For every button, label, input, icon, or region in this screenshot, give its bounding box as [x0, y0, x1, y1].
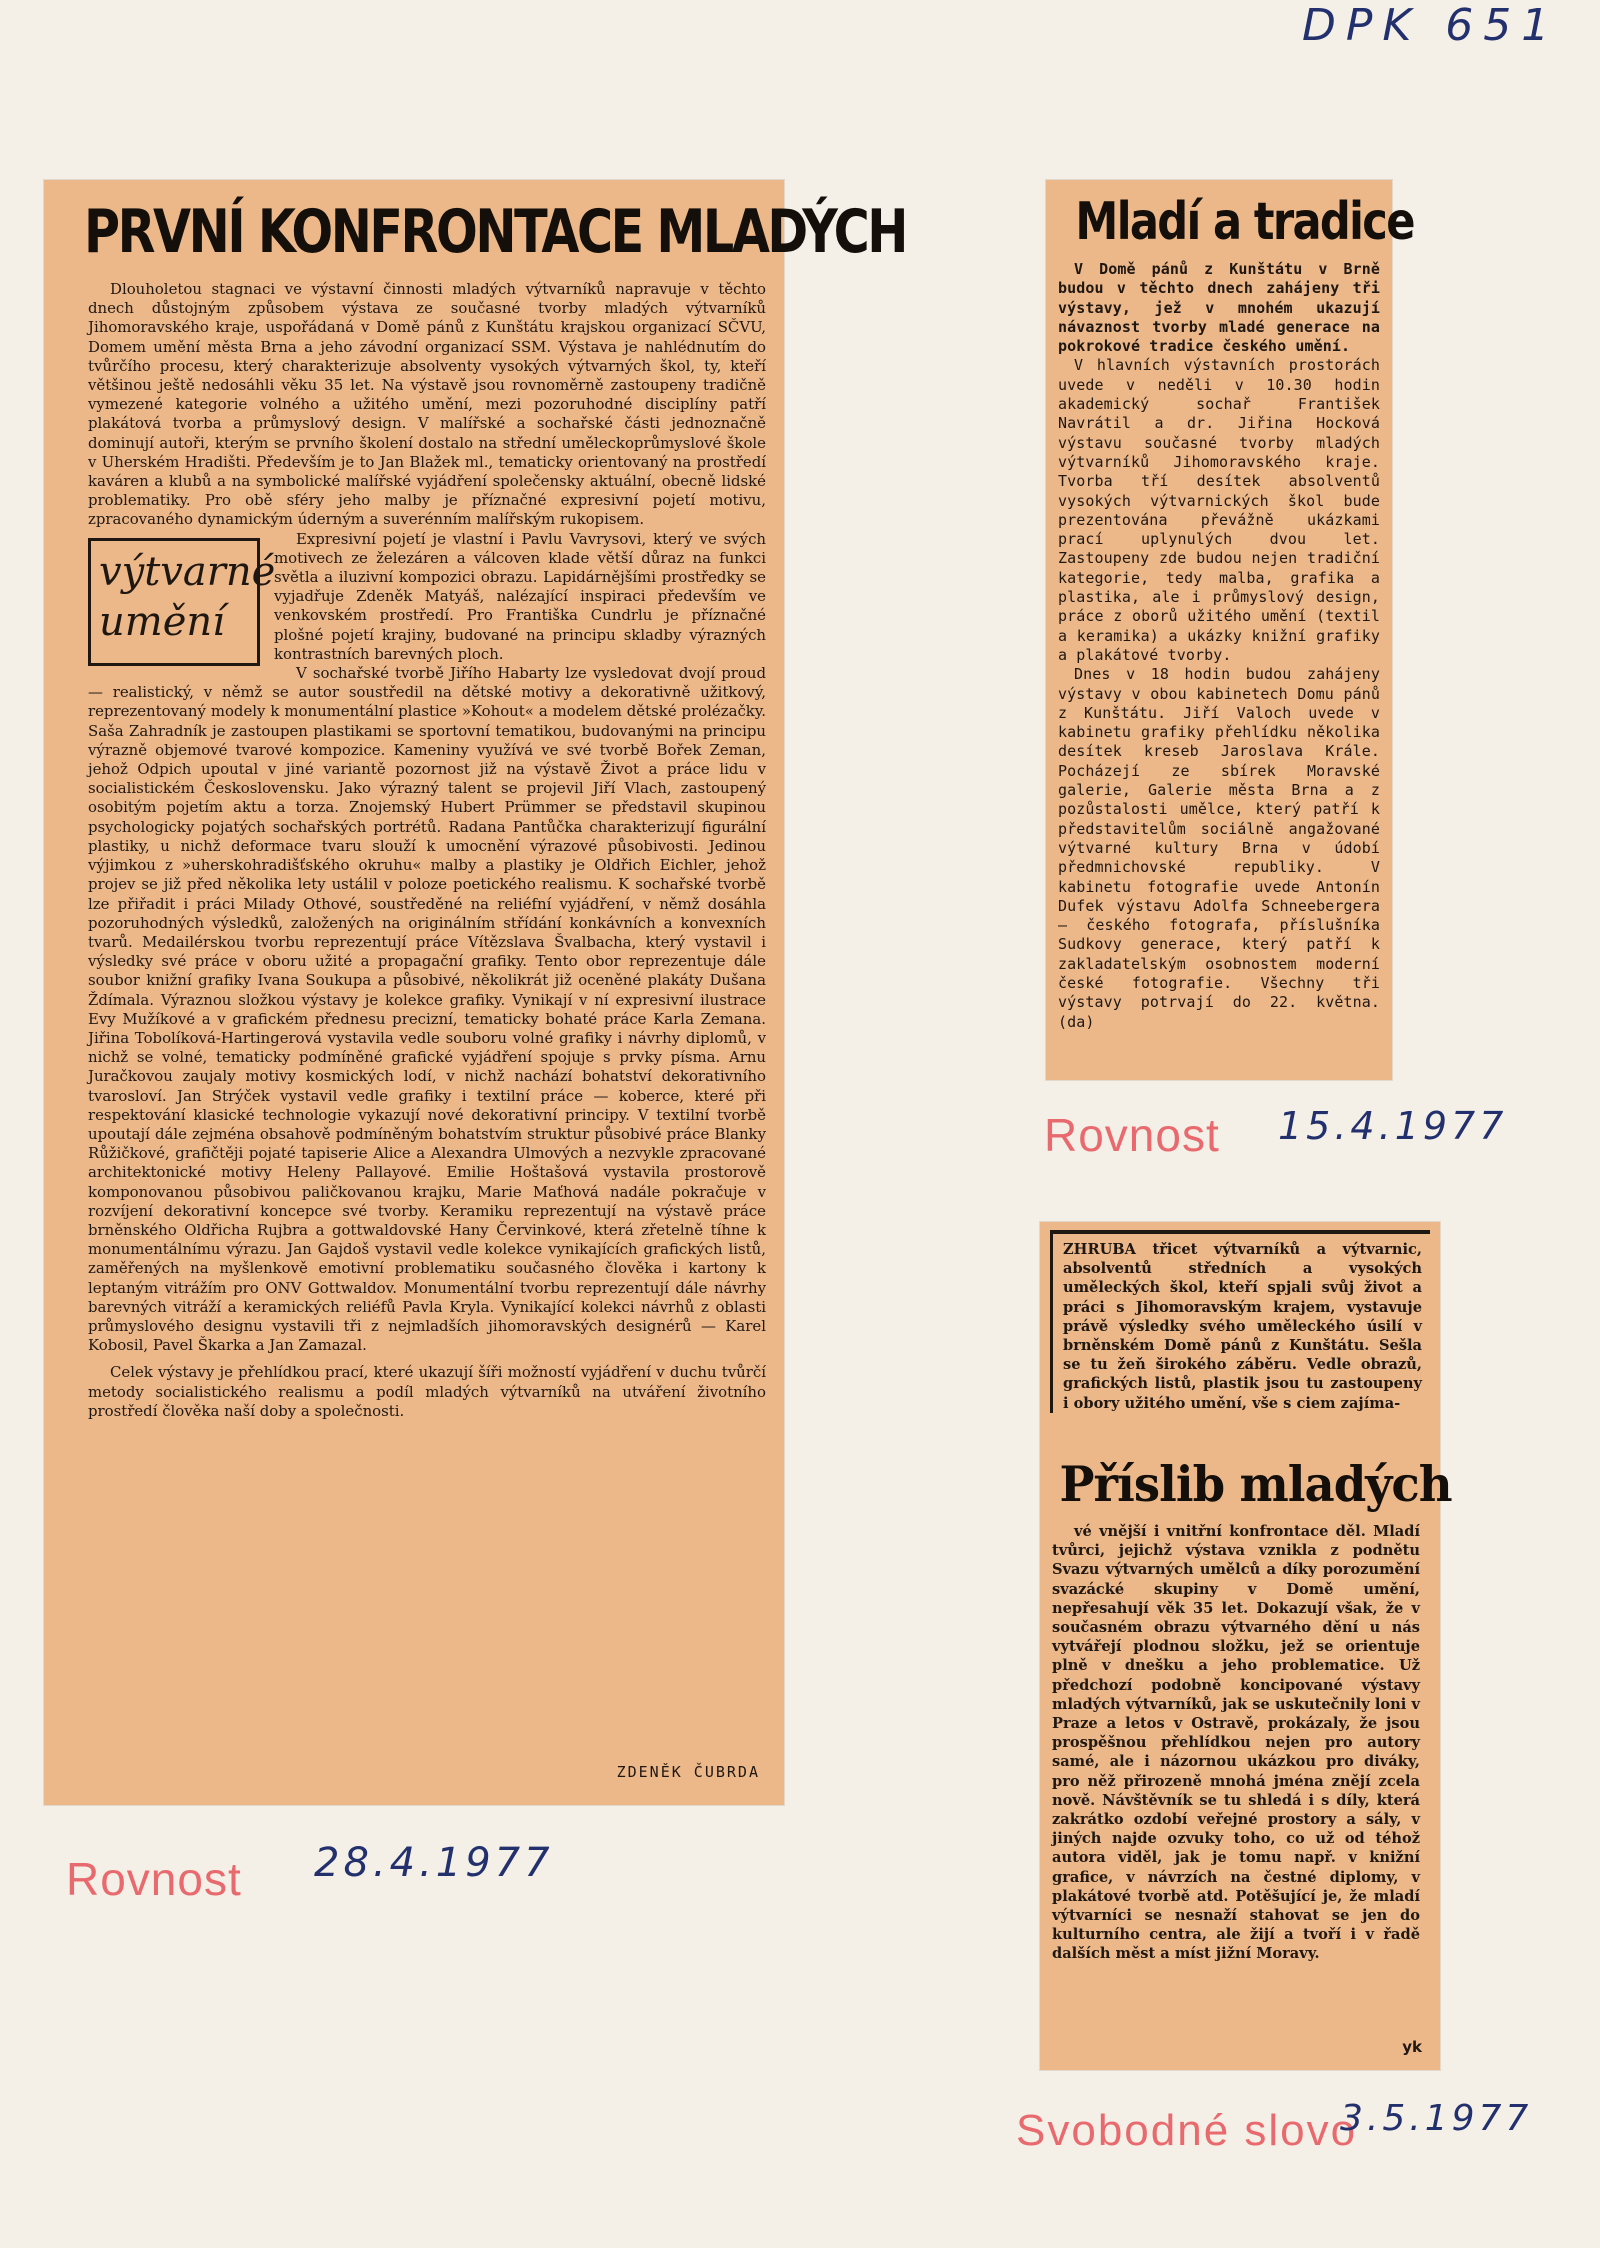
article-paragraph: vé vnější i vnitřní konfrontace děl. Mladí tvůrci, jejichž výstava vznikla z podnětu Svazu výtvarných umělců a díky porozumění svazácké skupiny v Domě umění, nepřesahují věk 35 let. Dokazují však, že v současném obrazu výtvarného dění u nás vytvářejí plodnou složku, jež se orientuje plně v dnešku a jeho problematice. Už předchozí podobně koncipované výstavy mladých výtvarníků, jak se uskutečnily loni v Praze a letos v Ostravě, prokázaly, že jsou prospěšnou přehlídkou nejen pro autory samé, ale i názornou ukázkou pro diváky, pro něž přirozeně mnohá jména znějí zcela nově. Návštěvník se tu shledá i s díly, která zakrátko ozdobí veřejné prostory a sály, v jiných najde ozvuky toho, co už od téhož autora viděl, jak je tomu např. v knižní grafice, v návrzích na čestné diplomy, v plakátové tvorbě atd. Potěšující je, že mladí výtvarníci se nesnaží stahovat se jen do kulturního centra, ale žijí a tvoří i v řadě dalších měst a míst jižní Moravy. [1052, 1523, 1420, 1963]
article-paragraph: V hlavních výstavních prostorách uvede v neděli v 10.30 hodin akademický sochař František Navrátil a dr. Jiřina Hocková výstavu současné tvorby mladých výtvarníků Jihomoravského kraje. Tvorba tří desítek absolventů vysokých výtvarnických škol bude prezentována převážně ukázkami prací uplynulých dvou let. Zastoupeny zde budou nejen tradiční kategorie, tedy malba, grafika a plastika, ale i průmyslový design, práce z oborů užitého umění (textil a keramika) a ukázky knižní grafiky a plakátové tvorby. [1058, 356, 1380, 664]
clipping-prvni-konfrontace [44, 180, 907, 1805]
source-stamp: Svobodné slovo [1016, 2106, 1358, 2155]
clipping-headline: PRVNÍ KONFRONTACE MLADÝCH [84, 197, 907, 267]
rubric-label: výtvarné umění [99, 548, 276, 645]
article-body [1052, 1522, 1420, 1964]
lead-paragraph: ZHRUBA třicet výtvarníků a výtvarnic, absolventů středních a vysokých uměleckých škol, kteří spjali svůj život a práci s Jihomoravským krajem, vystavuje právě výsledky svého uměleckého úsilí v brněnském Domě pánů z Kunštátu. Sešla se tu žeň širokého záběru. Vedle obrazů, grafických listů, plastik jsou tu zastoupeny i obory užitého umění, vše s ciem zajíma- [1063, 1241, 1422, 1412]
article-body [1058, 260, 1380, 1032]
handwritten-date: 15.4.1977 [1278, 1104, 1508, 1148]
clipping-prislib-mladych [1040, 1222, 1452, 2070]
article-signature: yk [1402, 2038, 1422, 2056]
archive-mark: DPK 651 [1302, 0, 1560, 51]
clipping-headline: Příslib mladých [1059, 1455, 1452, 1513]
handwritten-date: 3.5.1977 [1340, 2098, 1533, 2139]
handwritten-date: 28.4.1977 [314, 1840, 554, 1886]
article-paragraph: Celek výstavy je přehlídkou prací, které ukazují šíři možností vyjádření v duchu tvůrčí metody socialistického realismu a podíl mladých výtvarníků na utváření životního prostředí člověka naší doby a společnosti. [88, 1363, 766, 1420]
source-stamp: Rovnost [1044, 1109, 1220, 1161]
article-paragraph: Dlouholetou stagnaci ve výstavní činnosti mladých výtvarníků napravuje v těchto dnech důstojným způsobem výstava ze současné tvorby mladých výtvarníků Jihomoravského kraje, uspořádaná v Domě pánů z Kunštátu krajskou organizací SČVU, Domem umění města Brna a jeho závodní organizací SSM. Výstava je nahlédnutím do tvůrčího procesu, který charakterizuje absolventy vysokých výtvarných škol, ty, kteří většinou ještě nedosáhli věku 35 let. Na výstavě jsou rovnoměrně zastoupeny tradičně vymezené kategorie volného a užitého umění, mezi pozoruhodné disciplíny patří plakátová tvorba a průmyslový design. V malířské a sochařské části jednoznačně dominují autoři, kterým se prvního školení dostalo na střední uměleckoprůmyslové škole v Uherském Hradišti. Především je to Jan Blažek ml., tematicky orientovaný na prostředí kaváren a klubů a na symbolické malířské vyjádření společensky aktuální, obecně lidské problematiky. Pro obě sféry jeho malby je příznačné expresivní pojetí motivu, zpracovaného dynamickým úderným a suverénním malířským rukopisem. [88, 280, 766, 529]
source-stamp: Rovnost [66, 1853, 242, 1905]
article-author: ZDENĚK ČUBRDA [616, 1763, 760, 1781]
article-paragraph: Expresivní pojetí je vlastní i Pavlu Vavrysovi, který ve svých motivech ze železáren a válcoven klade větší důraz na funkci světla a iluzivní kompozici obrazu. Lapidárnějšími prostředky se vyjadřuje Zdeněk Matyáš, nalézající inspiraci především ve venkovském prostředí. Pro Františka Cundrlu je příznačné plošné pojetí krajiny, budované na principu skladby výrazných kontrastních barevných ploch. [274, 529, 766, 663]
article-paragraph: Dnes v 18 hodin budou zahájeny výstavy v obou kabinetech Domu pánů z Kunštátu. Jiří Valoch uvede v kabinetu grafiky přehlídku několika desítek kreseb Jaroslava Krále. Pocházejí ze sbírek Moravské galerie, Galerie města Brna a z pozůstalosti umělce, který patří k představitelům sociálně angažované výtvarné kultury Brna v údobí předmnichovské republiky. V kabinetu fotografie uvede Antonín Dufek výstavu Adolfa Schneebergera — českého fotografa, příslušníka Sudkovy generace, který patří k zakladatelským osobnostem moderní české fotografie. Všechny tři výstavy potrvají do 22. května. (da) [1058, 665, 1380, 1031]
article-paragraph: V sochařské tvorbě Jiřího Habarty lze vysledovat dvojí proud — realistický, v němž se autor soustředil na dětské motivy a dekorativně užitkový, reprezentovaný modely k monumentální plastice »Kohout« a modelem dětské prolézačky. Saša Zahradník je zastoupen plastikami se sportovní tematikou, budovanými na principu výrazně objemové tvarové kompozice. Kameniny využívá ve své tvorbě Bořek Zeman, jehož Odpich upoutal v jiné variantě pozornost již na výstavě Život a práce lidu v socialistickém Československu. Jako výrazný talent se projevil Jiří Vlach, zastoupený osobitým pojetím aktu a torza. Znojemský Hubert Prümmer se představil skupinou psychologicky pojatých sochařských portrétů. Radana Pantůčka charakterizují figurální plastiky, u nichž deformace tvaru slouží k umocnění výrazové působivosti. Jedinou výjimkou z »uherskohradišťského okruhu« malby a plastiky je Oldřich Eichler, jehož projev se již před několika lety ustálil v poloze poetického realismu. K sochařské tvorbě lze přiřadit i práci Milady Othové, soustředěné na reliéfní vyjádření, v němž dosáhla pozoruhodných výsledků, založených na originálním střídání konkávních a konvexních tvarů. Medailérskou tvorbu reprezentují práce Vítězslava Švalbacha, který vystavil i výsledky své práce v oboru užité a propagační grafiky. Tento obor reprezentuje dále soubor knižní grafiky Ivana Soukupa a působivé, několikrát již oceněné plakáty Dušana Ždímala. Výraznou složkou výstavy je kolekce grafiky. Vynikají v ní expresivní ilustrace Evy Mužíkové a v grafickém přednesu precizní, tematicky bohaté práce Karla Zemana. Jiřina Tobolíková-Hartingerová vystavila vedle souboru volné grafiky i návrhy diplomů, v nichž se volné, tematicky podmíněné grafické vyjádření spojuje s prvky písma. Arnu Juračkovou zaujaly motivy kosmických lodí, v nichž nachází bohatství dekorativního tvarosloví. Jan Strýček vystavil vedle grafiky i textilní práce — koberce, které při respektování klasické technologie vykazují nové dekorativní principy. V textilní tvorbě upoutají dále zejména obsahově podmíněným bohatstvím struktur působivé práce Blanky Růžičkové, grafičtěji pojaté tapiserie Alice a Alexandra Ulmových a nezvykle zpracované architektonické motivy Heleny Pallayové. Emilie Hoštašová vystavila prostorově komponovanou působivou paličkovanou krajku, Marie Maťhová nadále pokračuje v rozvíjení dekorativní koncepce své tvorby. Keramiku reprezentují na výstavě práce brněnského Oldřicha Rujbra a gottwaldovské Hany Červinkové, která zřetelně tíhne k monumentálnímu výrazu. Jan Gajdoš vystavil vedle kolekce vynikajících grafických listů, zaměřených na myšlenkově emotivní problematiku současného člověka i kartony k leptaným vitrážím pro ONV Gottwaldov. Monumentální tvorbu reprezentují dále návrhy barevných vitráží a keramických reliéfů Pavla Kryla. Vynikající kolekci návrhů z oblasti průmyslového designu vystavili tři z nejmladších jihomoravských designérů — Karel Kobosil, Pavel Škarka a Jan Zamazal. [88, 664, 766, 1355]
rubric-box [88, 538, 276, 666]
article-body [88, 280, 766, 1421]
clipping-mladi-a-tradice [1046, 180, 1414, 1080]
article-lead [1050, 1230, 1430, 1413]
clipping-headline: Mladí a tradice [1075, 192, 1414, 252]
article-paragraph: V Domě pánů z Kunštátu v Brně budou v těchto dnech zahájeny tři výstavy, jež v mnohém ukazují návaznost tvorby mladé generace na pokrokové tradice českého umění. [1058, 260, 1380, 356]
